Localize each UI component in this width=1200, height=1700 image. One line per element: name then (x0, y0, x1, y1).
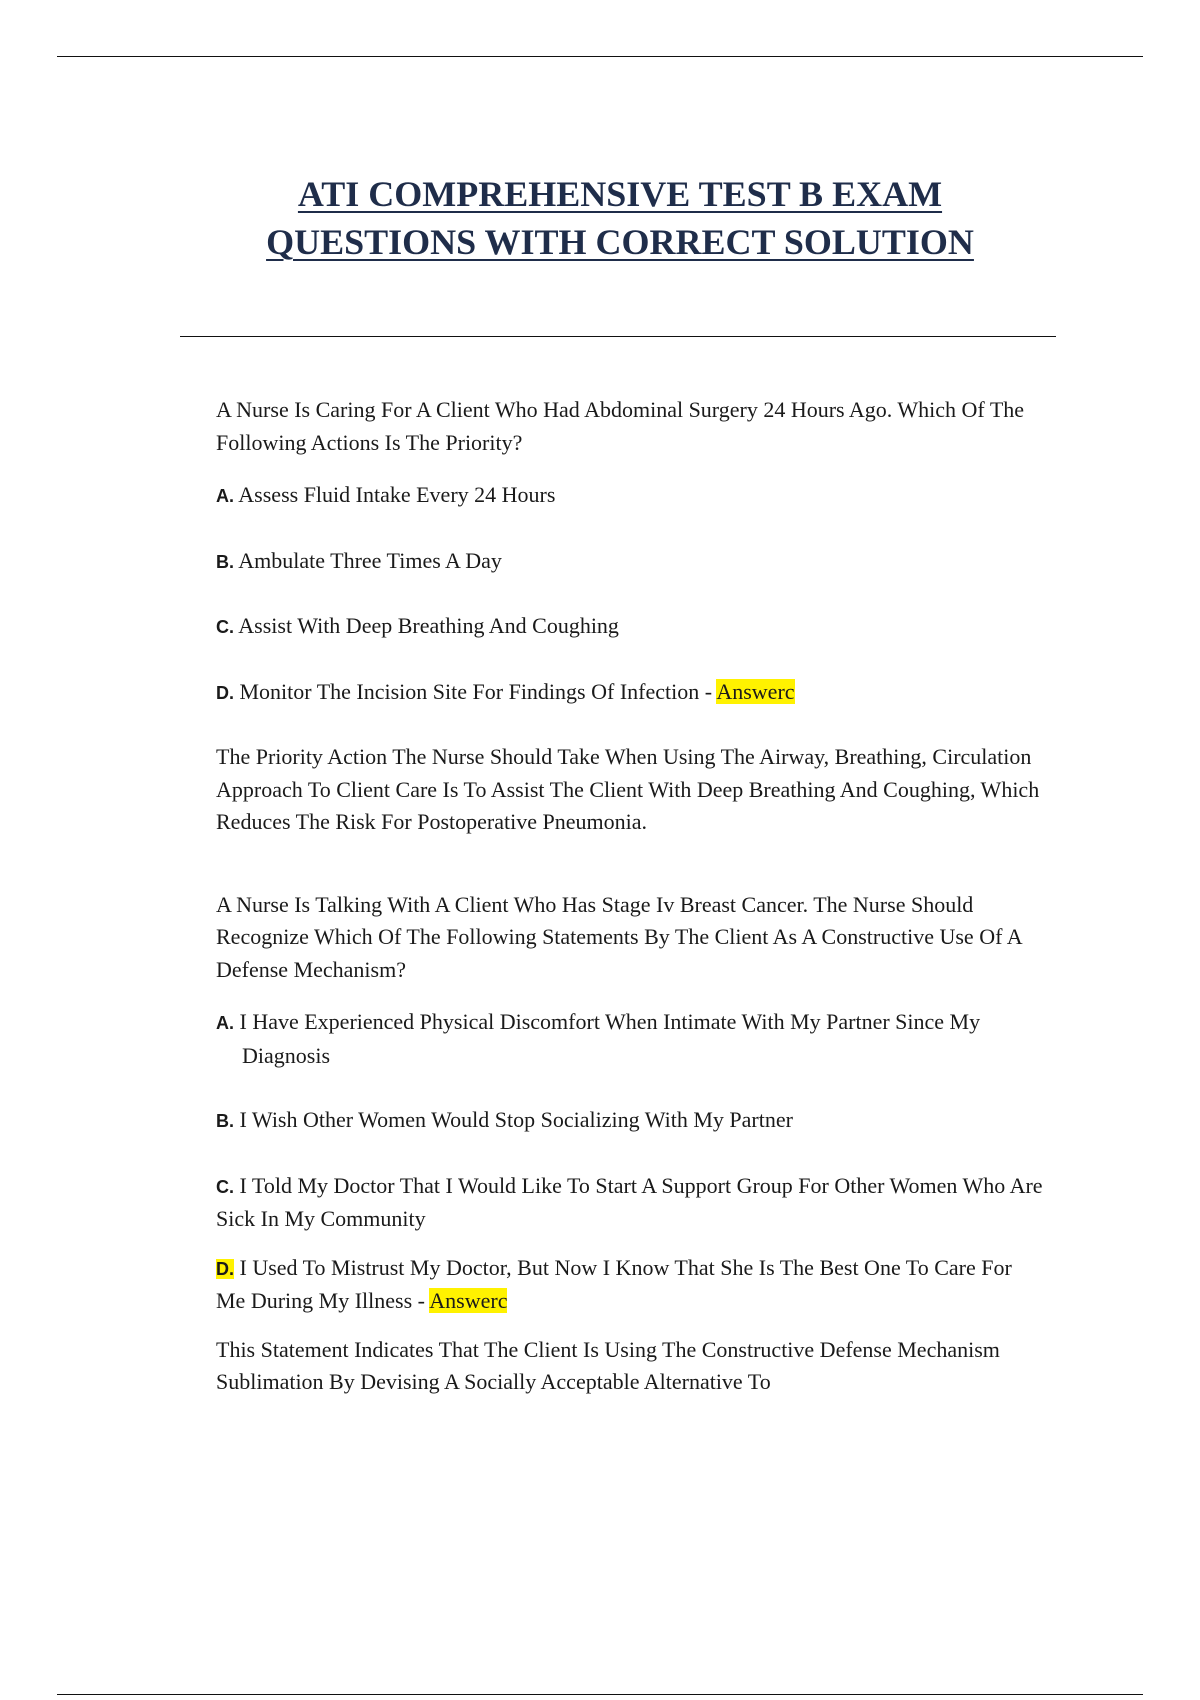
question-2-option-c (216, 1170, 1046, 1236)
option-text: I Have Experienced Physical Discomfort When Intimate With My Partner Since My Diagnosis (239, 1009, 981, 1068)
answer-label: Answerc (429, 1288, 508, 1313)
option-text: Monitor The Incision Site For Findings Of Infection - (239, 678, 717, 704)
option-text: I Wish Other Women Would Stop Socializing With My Partner (239, 1107, 793, 1132)
option-letter: C. (216, 617, 234, 637)
answer-label: Answerc (716, 678, 795, 704)
question-2-option-a (216, 1006, 1046, 1072)
question-1-rationale: The Priority Action The Nurse Should Take When Using The Airway, Breathing, Circulation Approach To Client Care Is To Assist The Client With Deep Breathing And Coughing, Which Reduces The Risk For Postoperative Pneumonia. (216, 744, 1040, 834)
option-text: I Used To Mistrust My Doctor, But Now I Know That She Is The Best One To Care For Me During My Illness - (216, 1254, 1012, 1313)
option-text: Assist With Deep Breathing And Coughing (238, 613, 619, 638)
option-letter: A. (216, 486, 234, 506)
question-2-stem: A Nurse Is Talking With A Client Who Has Stage Iv Breast Cancer. The Nurse Should Recognize Which Of The Following Statements By The Client As A Constructive Use Of A Defense Mechanism? (216, 891, 1022, 982)
header-rule (57, 56, 1143, 57)
question-2-rationale: This Statement Indicates That The Client Is Using The Constructive Defense Mechanism Sublimation By Devising A Socially Acceptable Alternative To (216, 1336, 1000, 1394)
option-letter: B. (216, 1111, 234, 1131)
document-body (216, 394, 1046, 1399)
option-text: Assess Fluid Intake Every 24 Hours (238, 482, 556, 507)
title-line-2: QUESTIONS WITH CORRECT SOLUTION (266, 222, 974, 262)
page-title (180, 170, 1060, 266)
option-letter: D. (216, 1258, 234, 1279)
option-letter: D. (216, 682, 234, 703)
question-1-option-a (216, 479, 1046, 513)
option-letter: B. (216, 551, 234, 572)
question-1-stem: A Nurse Is Caring For A Client Who Had Abdominal Surgery 24 Hours Ago. Which Of The Following Actions Is The Priority? (216, 397, 1025, 455)
question-2-option-b (216, 1104, 1046, 1138)
title-line-1: ATI COMPREHENSIVE TEST B EXAM (297, 174, 943, 214)
question-1-option-b (216, 545, 1046, 579)
option-letter: A. (216, 1013, 234, 1033)
option-text: Ambulate Three Times A Day (238, 547, 502, 573)
question-1-option-d (216, 676, 1046, 710)
question-2-option-d (216, 1252, 1046, 1318)
option-letter: C. (216, 1176, 234, 1197)
footer-rule (57, 1694, 1143, 1695)
title-divider (180, 336, 1056, 337)
question-1-option-c (216, 610, 1046, 644)
option-text: I Told My Doctor That I Would Like To Start A Support Group For Other Women Who Are Sick In My Community (216, 1172, 1043, 1231)
